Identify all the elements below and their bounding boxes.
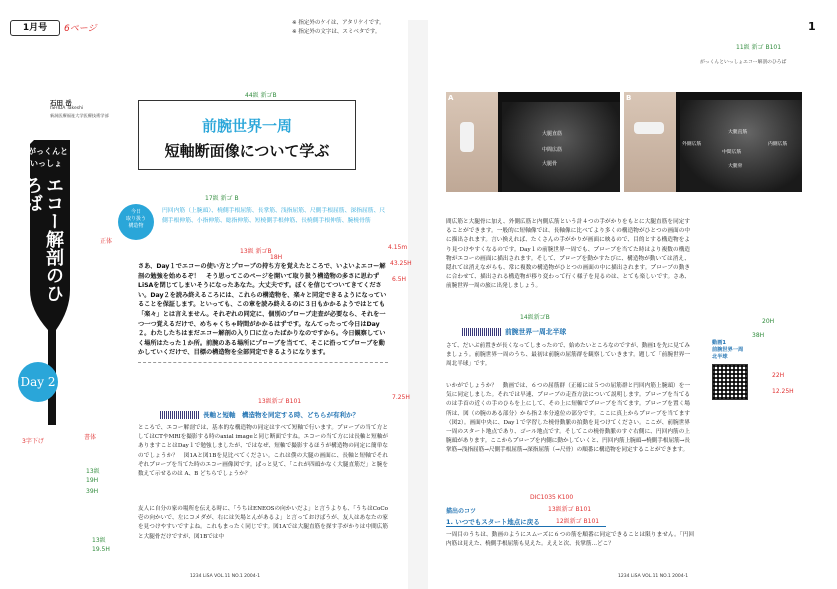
section1-para2: 友人に自分の家の場所を伝える時に、「うちはENEOSの向かいだよ」と言うよりも、「うちはCoCo壱の向かいで、左にコメダが、右には矢場とんがあるよ」と言っておけばうが、友人はあなたの家を見つけやすいですよね。これもまったく同じです。図1Aでは大腿直筋を探す手がかりは中間広筋と大腿骨だけですが、図1Bでは中 <box>138 506 388 540</box>
today-items: 円回内筋（上腕頭）、橈側手根屈筋、長掌筋、浅指屈筋、尺側手根屈筋、深指屈筋、尺側手根伸筋、小指伸筋、総指伸筋、短橈側手根伸筋、長橈側手根伸筋、腕橈骨筋 <box>162 208 386 224</box>
series-title-top: がっくんと <box>28 147 68 156</box>
issue-label: 1月号 <box>10 20 60 36</box>
figure-b-photo <box>624 92 676 192</box>
footer-left: 1234 LiSA VOL.11 NO.1 2004-1 <box>190 574 261 579</box>
right-para2: さて、だいぶ前置きが長くなってしまったので、始めたいところなのですが、動画1を先に見てみましょう。前腕世界一周のうち、最初は前腕の屈筋群を観察していきます。題して「前腕世界一周北半球」です。 <box>446 343 690 368</box>
figure-b-label-4: 大腿骨 <box>728 164 743 169</box>
notice-line-1: ※ 指定外のケイは、アタリケイです。 <box>292 20 385 26</box>
section2-heading-bar <box>462 328 502 336</box>
annotation-color: DIC1035 K100 <box>530 494 574 501</box>
series-title-mid: いっしょ <box>30 159 62 168</box>
figure-b-probe <box>634 122 664 134</box>
tip-label: 描出のコツ <box>446 508 477 515</box>
intro-text: さあ、Day１でエコーの使い方とプローブの持ち方を覚えたところで、いよいよエコー解剖の勉強を始めるぞ！ そう思ってこのページを開いて取り扱う構造物の多さに思わずLiSAを閉じてしまいそうになったあなた。大丈夫です。ぼくを信じてついてきてください。Day２を読み終えるころには、これらの構造物を、楽々と同定できるようになっていることを保証します。といっても、この章を読み終えるのに３日もかかるようではとても「楽々」とは言えません。それぞれの同定に、個別のプローブ走査が必要なら、それを一つ一つ覚えるだけで、めちゃくちゃ時間がかかるはずです。なんてったって今日はDay２。わたしたちはまだエコー解剖の入り口に立ったばかりなのですから。今日観察していく場所はたった１か所。前腕のある場所にプローブを当てて、そこに沿ってプローブを動かしていくだけで、目標の構造物を全部同定できるようになります。 <box>138 262 388 363</box>
issue-page-note: 6ページ <box>64 24 97 34</box>
tip-heading: 1. いつでもスタート地点に戻る <box>446 517 606 527</box>
annotation-19-5h: 19.5H <box>92 546 110 553</box>
section1-heading <box>160 410 400 419</box>
notice-line-2: ※ 指定外の文字は、スミベタです。 <box>292 29 381 35</box>
article-title-line-2: 短軸断面像について学ぶ <box>164 142 330 160</box>
page-number: 1 <box>808 20 816 33</box>
today-label: 今日 取り扱う 構造物 <box>118 204 154 240</box>
figure-b-label-5: 内側広筋 <box>768 142 788 147</box>
annotation-zentai: 正体 <box>100 238 113 245</box>
series-title-main: エコー解剖のひろば <box>22 176 64 302</box>
annotation-39h: 39H <box>86 488 99 495</box>
article-title-box <box>138 100 356 170</box>
day-badge: Day 2 <box>18 362 58 402</box>
annotation-title-size: 44級 新ゴB <box>245 92 277 99</box>
annotation-indent: 3字下げ <box>22 438 44 445</box>
annotation-6-5h: 6.5H <box>392 276 407 283</box>
right-para3: いかがでしょうか？ 動画では、６つの屈筋群（正確には５つの屈筋群と円回内筋上腕頭）を一気に同定しました。それでは早速、プローブの走査方法について説明します。プローブを当てるのは手首の近くの手のひらを上にして、その上に短軸でプローブを当てます。プローブを置く場所は、図（の腕のある部分）から指２本分遠位の部分です。ここに真上からプローブを当てます（図2）。画面中央に、Day１で学習した橈骨動脈の拍動を見つけてください。ここが、前腕世界一周のスタート地点であり、ゴール地点です。そしてこの橈骨動脈のすぐ右側に、円回内筋の上腕頭があります。ここからプローブを内側に動かしていくと、円回内筋上腕頭→橈側手根屈筋→長掌筋→浅指屈筋→尺側手根屈筋→深指屈筋（→尺骨）の順番に構造物を同定することができます。 <box>446 383 690 454</box>
annotation-section2-size: 14級新ゴB <box>520 314 550 321</box>
annotation-43-25h: 43.25H <box>390 260 412 267</box>
annotation-tip-heading-size: 12級新ゴ B101 <box>556 518 600 525</box>
annotation-today-size: 17級 新ゴ B <box>205 195 239 202</box>
figure-series-small: がっくんといっしょエコー解剖のひろば <box>700 60 787 65</box>
article-title-line-1: 前腕世界一周 <box>201 117 292 135</box>
figure-panel-b <box>624 92 802 192</box>
author-name-en: ISHIDA Takeshi <box>50 106 84 111</box>
annotation-20h: 20H <box>762 318 775 325</box>
tip-text: 一周目のうちは、動画のようにスムーズに６つの筋を順番に同定できることは限りません。「円回内筋は見えた、橈側手根屈筋も見えた。ええと次、長掌筋…どこ？ <box>446 532 694 548</box>
annotation-leading: 18H <box>270 254 283 261</box>
figure-b-label-1: 外側広筋 <box>682 142 702 147</box>
figure-a-label-1: 大腿直筋 <box>542 131 563 137</box>
section1-heading-text: 長軸と短軸 構造物を同定する時、どちらが有利か？ <box>203 411 359 419</box>
annotation-10kyu: 11級 新ゴ B101 <box>736 44 782 51</box>
figure-b-label-2: 大腿直筋 <box>728 130 748 135</box>
figure-panel-a <box>446 92 620 192</box>
annotation-tip-size: 13級新ゴ B101 <box>548 506 592 513</box>
section1-para1: ところで、エコー解剖では、基本的な構造物の同定はすべて短軸で行います。プローブの当て方としてはCTやMRIを撮影する時のaxial imageと同じ断面ですね。エコーの当て方には長軸と短軸がありますことはDay１で勉強しましたが、ではなぜ、短軸で撮影するほうが構造物の同定に簡単なのでしょうか？ 図1Aと図1Bを見比べてください。これは僕の大腿の画面に、長軸と短軸でそれぞれプローブを当てた時のエコー画像図です。ぱっと見て、「これが四頭かなく大腿直筋だ」と腕を数えて示せるのは A、B どちらでしょうか？ <box>138 425 388 478</box>
figure-b-label-3: 中間広筋 <box>722 150 742 155</box>
annotation-7-25h: 7.25H <box>392 394 410 401</box>
qr-code[interactable] <box>712 364 748 400</box>
annotation-section-size: 13級新ゴ B101 <box>258 398 302 405</box>
page-gutter <box>408 20 428 589</box>
annotation-size-13: 13級 <box>86 468 100 475</box>
section2-heading <box>462 326 672 336</box>
panel-a-letter: A <box>448 94 454 102</box>
annotation-4-15m: 4.15m <box>388 244 408 251</box>
footer-right: 1234 LiSA VOL.11 NO.1 2004-1 <box>618 574 689 579</box>
figure-a-probe <box>460 122 474 152</box>
annotation-38h: 38H <box>752 332 765 339</box>
annotation-13-bottom: 13級 <box>92 537 106 544</box>
author-name: 石田 岳 <box>50 99 72 107</box>
section1-heading-bar <box>160 411 200 419</box>
annotation-intro-size: 13級 新ゴB <box>240 248 272 255</box>
author-affiliation: 新潟医療福祉大学医療技術学部 <box>50 113 109 118</box>
annotation-12-25h: 12.25H <box>772 388 794 395</box>
right-para1: 間広筋と大腿骨に加え、外側広筋と内側広筋という計４つの手がかりをもとに大腿直筋を同定することができます。一般的に短軸像では、長軸像に比べてより多くの構造物がひとつの画面の中に描出されます。言い換えれば、たくさんの手がかりが画面に映るので、目的とする構造物をより見つけやすくなるのです。Day１の前腕世界一周でも、プローブを当てた時はより複数の構造物がエコーの画面に描出されます。そして、プローブを動かすたびに、構造物が動いては消え、隠れては消えながらも、常に複数の構造物がひとつの画面の中に描出されます。プローブの動きに合わせて、描出される構造物が移り変わって行く様子を見るのは、とても楽しいです。さあ、前腕世界一周の旅に出発しましょう。 <box>446 219 690 290</box>
figure-a-label-3: 大腿骨 <box>542 161 558 167</box>
annotation-19h: 19H <box>86 477 99 484</box>
qr-title: 動画1 前腕世界一周 北半球 <box>712 340 744 360</box>
annotation-shotai: 書体 <box>84 434 97 441</box>
figure-a-label-2: 中間広筋 <box>542 147 563 153</box>
section2-heading-text: 前腕世界一周北半球 <box>505 328 567 336</box>
annotation-22h: 22H <box>772 372 785 379</box>
panel-b-letter: B <box>626 94 632 102</box>
